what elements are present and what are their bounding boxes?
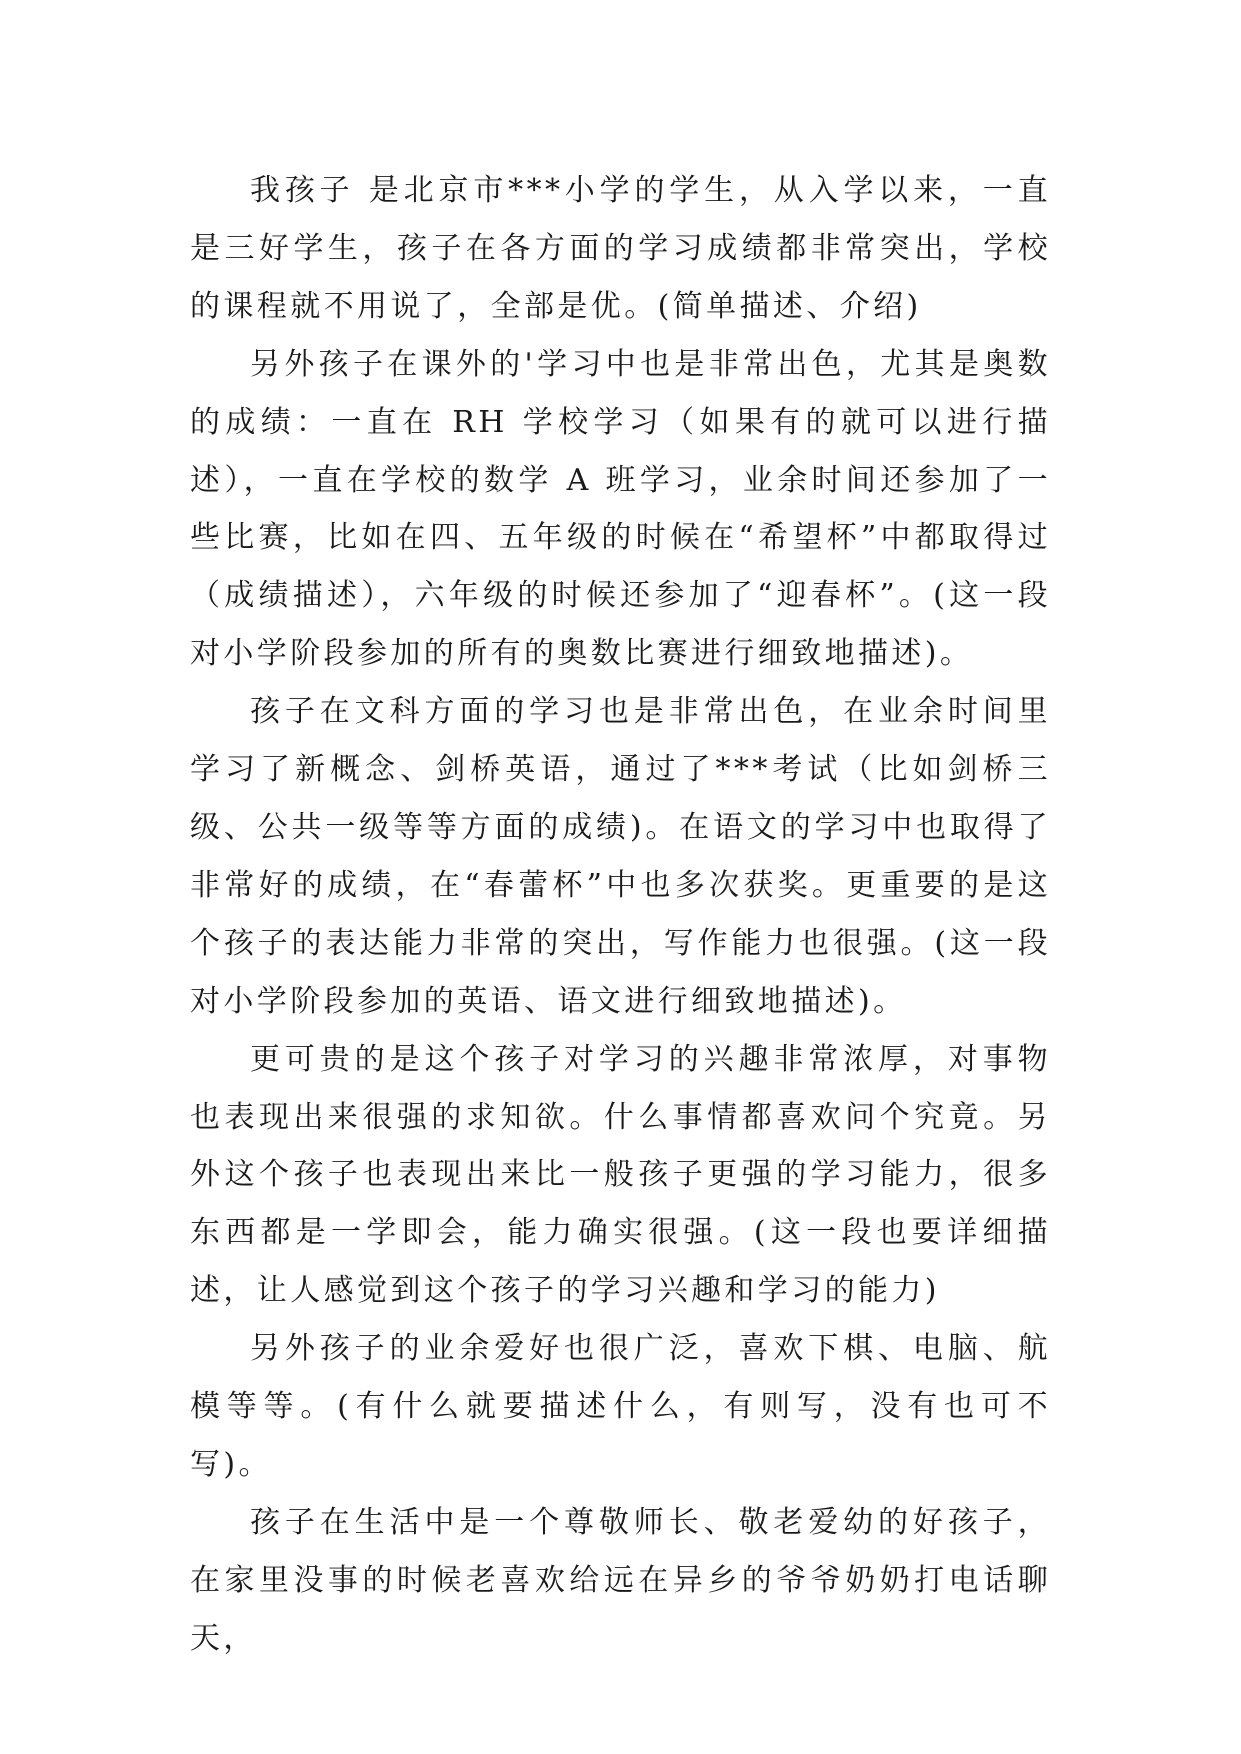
paragraph-intro: 我孩子 是北京市***小学的学生，从入学以来，一直是三好学生，孩子在各方面的学习成绩都非常突出，学校的课程就不用说了，全部是优。(简单描述、介绍)	[190, 173, 1051, 324]
paragraph-hobbies: 另外孩子的业余爱好也很广泛，喜欢下棋、电脑、航模等等。(有什么就要描述什么，有则写，没有也可不写)。	[190, 1331, 1051, 1482]
document-body	[190, 162, 1051, 1668]
paragraph-learning-interest: 更可贵的是这个孩子对学习的兴趣非常浓厚，对事物也表现出来很强的求知欲。什么事情都喜欢问个究竟。另外这个孩子也表现出来比一般孩子更强的学习能力，很多东西都是一学即会，能力确实很强。(这一段也要详细描述，让人感觉到这个孩子的学习兴趣和学习的能力)	[190, 1041, 1051, 1309]
paragraph-math-olympiad: 另外孩子在课外的'学习中也是非常出色，尤其是奥数的成绩：一直在 RH 学校学习（如果有的就可以进行描述），一直在学校的数学 A 班学习，业余时间还参加了一些比赛，比如在四、五年级的时候在“希望杯”中都取得过（成绩描述），六年级的时候还参加了“迎春杯”。(这一段对小学阶段参加的所有的奥数比赛进行细致地描述)。	[190, 346, 1051, 672]
paragraph-humanities: 孩子在文科方面的学习也是非常出色，在业余时间里学习了新概念、剑桥英语，通过了***考试（比如剑桥三级、公共一级等等方面的成绩)。在语文的学习中也取得了非常好的成绩，在“春蕾杯”中也多次获奖。更重要的是这个孩子的表达能力非常的突出，写作能力也很强。(这一段对小学阶段参加的英语、语文进行细致地描述)。	[190, 694, 1051, 1019]
paragraph-character: 孩子在生活中是一个尊敬师长、敬老爱幼的好孩子，在家里没事的时候老喜欢给远在异乡的爷爷奶奶打电话聊天，	[190, 1504, 1051, 1656]
